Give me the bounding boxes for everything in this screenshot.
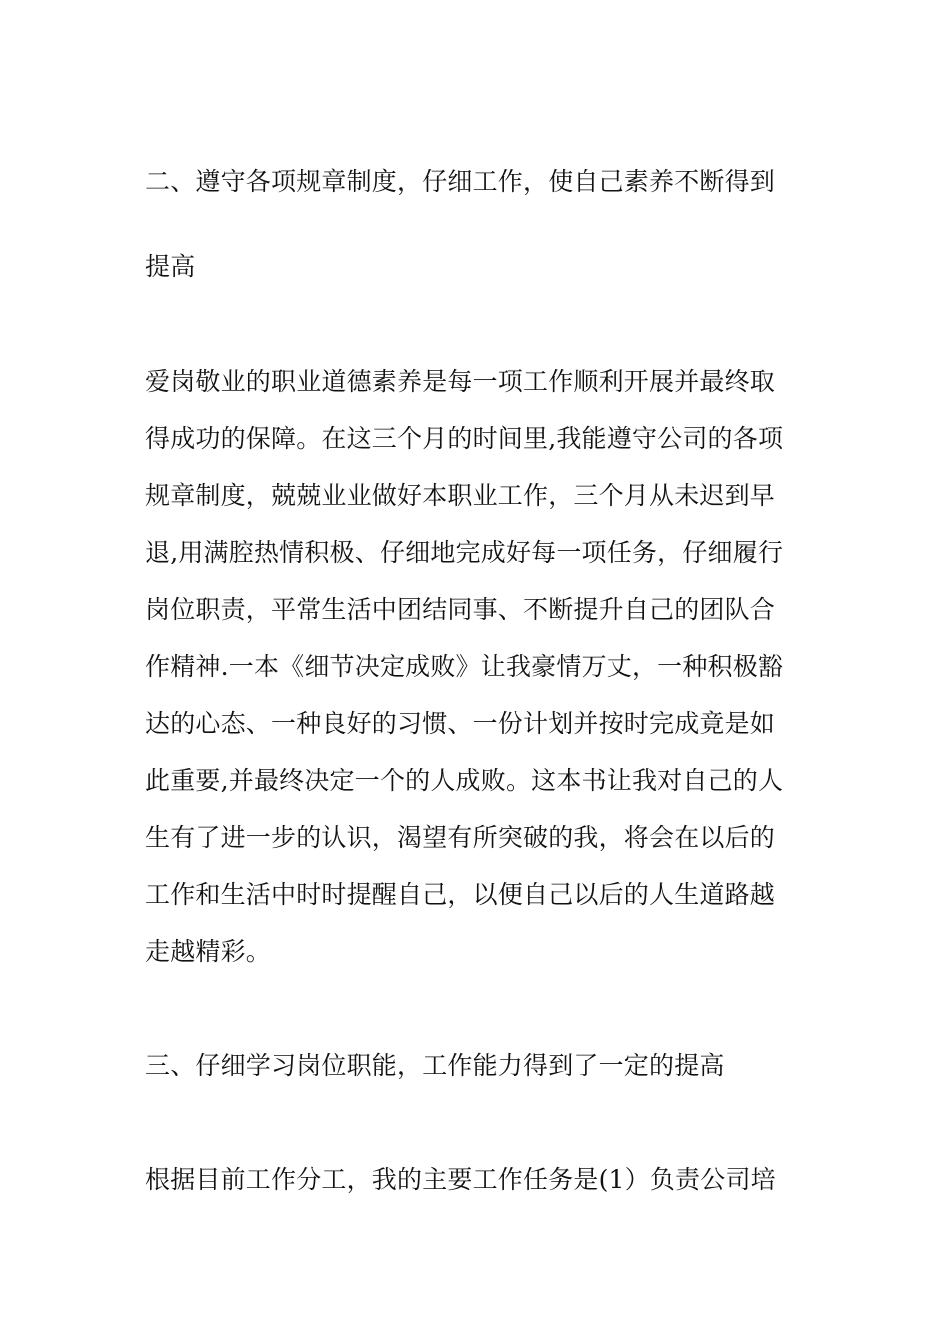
section-2-paragraph-line-1: 爱岗敬业的职业道德素养是每一项工作顺利开展并最终取 bbox=[145, 367, 776, 396]
section-2-heading-line-1: 二、遵守各项规章制度，仔细工作，使自己素养不断得到 bbox=[145, 167, 776, 196]
section-2-paragraph-line-4: 退,用满腔热情积极、仔细地完成好每一项任务，仔细履行 bbox=[145, 538, 784, 567]
section-2-paragraph-line-8: 此重要,并最终决定一个的人成败。这本书让我对自己的人 bbox=[145, 766, 784, 795]
section-3-paragraph-line-1: 根据目前工作分工，我的主要工作任务是(1）负责公司培 bbox=[145, 1165, 776, 1194]
section-3-heading: 三、仔细学习岗位职能，工作能力得到了一定的提高 bbox=[145, 1051, 725, 1080]
section-2-paragraph-line-11: 走越精彩。 bbox=[145, 937, 272, 966]
section-2-paragraph-line-9: 生有了进一步的认识，渴望有所突破的我，将会在以后的 bbox=[145, 823, 776, 852]
section-2-paragraph-line-2: 得成功的保障。在这三个月的时间里,我能遵守公司的各项 bbox=[145, 424, 784, 453]
section-2-paragraph-line-7: 达的心态、一种良好的习惯、一份计划并按时完成竟是如 bbox=[145, 709, 776, 738]
section-2-paragraph-line-10: 工作和生活中时时提醒自己，以便自己以后的人生道路越 bbox=[145, 880, 776, 909]
section-2-paragraph-line-6: 作精神.一本《细节决定成败》让我豪情万丈，一种积极豁 bbox=[145, 652, 784, 681]
section-2-paragraph-line-3: 规章制度，兢兢业业做好本职业工作，三个月从未迟到早 bbox=[145, 481, 776, 510]
section-2-heading-line-2: 提高 bbox=[145, 252, 196, 281]
section-2-paragraph-line-5: 岗位职责，平常生活中团结同事、不断提升自己的团队合 bbox=[145, 595, 776, 624]
